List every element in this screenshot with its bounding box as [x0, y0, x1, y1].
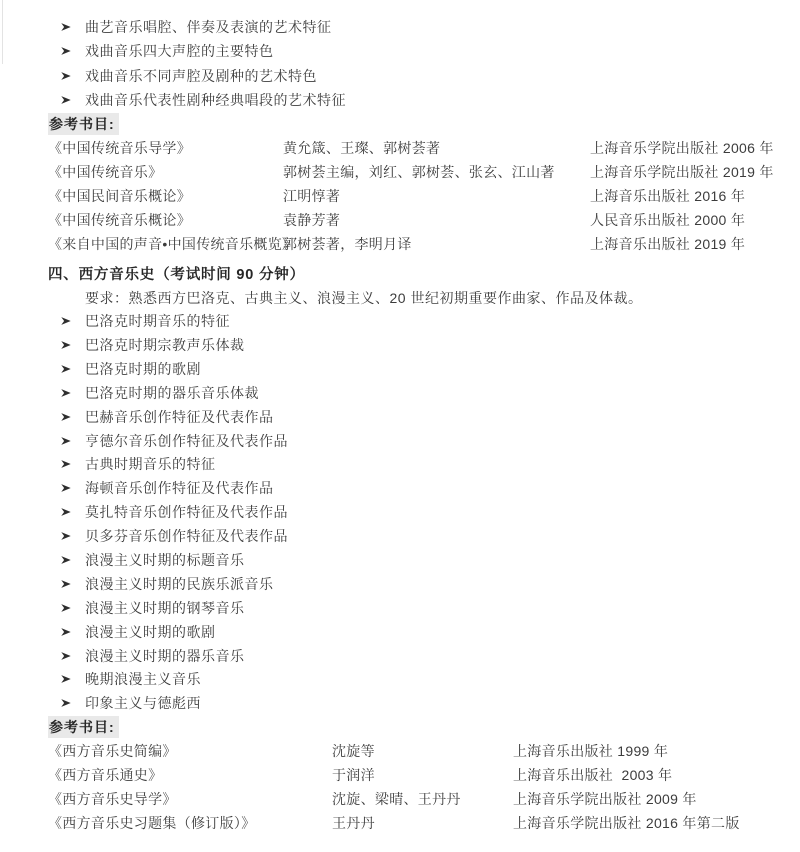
biblio-row	[48, 763, 772, 787]
bullet-arrow-icon	[60, 650, 85, 662]
book-authors: 江明惇著	[283, 188, 341, 205]
bullet-arrow-icon	[60, 626, 85, 638]
bullet-arrow-icon	[60, 339, 85, 351]
book-publisher: 上海音乐出版社 2019 年	[590, 236, 746, 253]
book-authors: 袁静芳著	[283, 212, 341, 229]
list-item	[48, 572, 772, 596]
topic-text: 浪漫主义时期的标题音乐	[85, 552, 245, 569]
topic-text: 浪漫主义时期的歌剧	[85, 623, 216, 640]
book-publisher: 上海音乐学院出版社 2016 年第二版	[513, 815, 740, 832]
bullet-arrow-icon	[60, 45, 85, 57]
topic-text: 巴洛克时期的器乐音乐体裁	[85, 384, 259, 401]
western-music-bibliography	[48, 739, 772, 835]
book-publisher: 上海音乐学院出版社 2019 年	[590, 164, 774, 181]
list-item	[48, 644, 772, 668]
bullet-arrow-icon	[60, 387, 85, 399]
bullet-arrow-icon	[60, 506, 85, 518]
list-item	[48, 524, 772, 548]
book-title: 《西方音乐史习题集（修订版）》	[48, 815, 256, 832]
book-title: 《中国民间音乐概论》	[48, 188, 191, 205]
bullet-arrow-icon	[60, 482, 85, 494]
topic-text: 巴洛克时期宗教声乐体裁	[85, 337, 245, 354]
biblio-row	[48, 136, 772, 160]
bullet-arrow-icon	[60, 363, 85, 375]
biblio-row	[48, 787, 772, 811]
list-item	[48, 596, 772, 620]
book-authors: 黄允箴、王璨、郭树荟著	[283, 140, 441, 157]
biblio-row	[48, 184, 772, 208]
topic-text: 戏曲音乐不同声腔及剧种的艺术特色	[85, 67, 317, 84]
book-publisher: 上海音乐学院出版社 2009 年	[513, 791, 697, 808]
book-publisher: 上海音乐出版社 1999 年	[513, 743, 669, 760]
book-title: 《中国传统音乐导学》	[48, 140, 191, 157]
list-item	[48, 381, 772, 405]
list-item	[48, 500, 772, 524]
topic-text: 古典时期音乐的特征	[85, 456, 216, 473]
book-authors: 郭树荟著，李明月译	[283, 236, 412, 253]
book-title: 《中国传统音乐概论》	[48, 212, 191, 229]
book-publisher: 上海音乐学院出版社 2006 年	[590, 140, 774, 157]
topic-text: 巴洛克时期音乐的特征	[85, 313, 230, 330]
bullet-arrow-icon	[60, 21, 85, 33]
bibliography-label-line	[48, 715, 772, 739]
page-edge-line	[2, 0, 3, 64]
book-title: 《西方音乐史简编》	[48, 743, 177, 760]
topic-text: 巴赫音乐创作特征及代表作品	[85, 408, 274, 425]
bibliography-label-line	[48, 112, 772, 136]
list-item	[48, 476, 772, 500]
chinese-traditional-bibliography	[48, 136, 772, 256]
biblio-row	[48, 208, 772, 232]
topic-text: 亨德尔音乐创作特征及代表作品	[85, 432, 288, 449]
book-publisher: 上海音乐出版社 2003 年	[513, 767, 673, 784]
topic-text: 浪漫主义时期的钢琴音乐	[85, 599, 245, 616]
bullet-arrow-icon	[60, 435, 85, 447]
topic-text: 巴洛克时期的歌剧	[85, 360, 201, 377]
bibliography-label: 参考书目:	[48, 716, 119, 738]
bullet-arrow-icon	[60, 315, 85, 327]
bullet-arrow-icon	[60, 411, 85, 423]
list-item	[48, 39, 772, 63]
list-item	[48, 429, 772, 453]
biblio-row	[48, 811, 772, 835]
biblio-row	[48, 739, 772, 763]
bullet-arrow-icon	[60, 602, 85, 614]
topic-text: 海顿音乐创作特征及代表作品	[85, 480, 274, 497]
biblio-row	[48, 160, 772, 184]
topic-text: 曲艺音乐唱腔、伴奏及表演的艺术特征	[85, 19, 332, 36]
list-item	[48, 453, 772, 477]
bullet-arrow-icon	[60, 94, 85, 106]
bullet-arrow-icon	[60, 530, 85, 542]
book-title: 《来自中国的声音•中国传统音乐概览》	[48, 236, 297, 253]
topic-text: 浪漫主义时期的民族乐派音乐	[85, 575, 274, 592]
list-item	[48, 333, 772, 357]
book-publisher: 上海音乐出版社 2016 年	[590, 188, 746, 205]
book-authors: 沈旋、梁晴、王丹丹	[332, 791, 461, 808]
topic-text: 贝多芬音乐创作特征及代表作品	[85, 528, 288, 545]
book-publisher: 人民音乐出版社 2000 年	[590, 212, 746, 229]
topic-text: 印象主义与德彪西	[85, 695, 201, 712]
book-title: 《中国传统音乐》	[48, 164, 163, 181]
list-item	[48, 548, 772, 572]
topic-text: 戏曲音乐四大声腔的主要特色	[85, 43, 274, 60]
list-item	[48, 620, 772, 644]
bullet-arrow-icon	[60, 458, 85, 470]
topic-text: 浪漫主义时期的器乐音乐	[85, 647, 245, 664]
list-item	[48, 64, 772, 88]
list-item	[48, 309, 772, 333]
list-item	[48, 357, 772, 381]
book-title: 《西方音乐史导学》	[48, 791, 177, 808]
list-item	[48, 691, 772, 715]
bullet-arrow-icon	[60, 70, 85, 82]
bullet-arrow-icon	[60, 673, 85, 685]
list-item	[48, 15, 772, 39]
list-item	[48, 88, 772, 112]
book-authors: 于润洋	[332, 767, 375, 784]
chinese-traditional-topic-list	[48, 15, 772, 112]
book-title: 《西方音乐通史》	[48, 767, 163, 784]
book-authors: 郭树荟主编，刘红、郭树荟、张玄、江山著	[283, 164, 555, 181]
book-authors: 沈旋等	[332, 743, 375, 760]
topic-text: 戏曲音乐代表性剧种经典唱段的艺术特征	[85, 92, 346, 109]
book-authors: 王丹丹	[332, 815, 375, 832]
bibliography-label: 参考书目:	[48, 113, 119, 135]
topic-text: 晚期浪漫主义音乐	[85, 671, 201, 688]
list-item	[48, 405, 772, 429]
bullet-arrow-icon	[60, 554, 85, 566]
topic-text: 莫扎特音乐创作特征及代表作品	[85, 504, 288, 521]
list-item	[48, 668, 772, 692]
bullet-arrow-icon	[60, 697, 85, 709]
bullet-arrow-icon	[60, 578, 85, 590]
biblio-row	[48, 232, 772, 256]
section-heading-western-music: 四、西方音乐史（考试时间 90 分钟）	[48, 266, 305, 283]
western-music-topic-list	[48, 309, 772, 715]
section-requirement: 要求：熟悉西方巴洛克、古典主义、浪漫主义、20 世纪初期重要作曲家、作品及体裁。	[85, 289, 643, 306]
